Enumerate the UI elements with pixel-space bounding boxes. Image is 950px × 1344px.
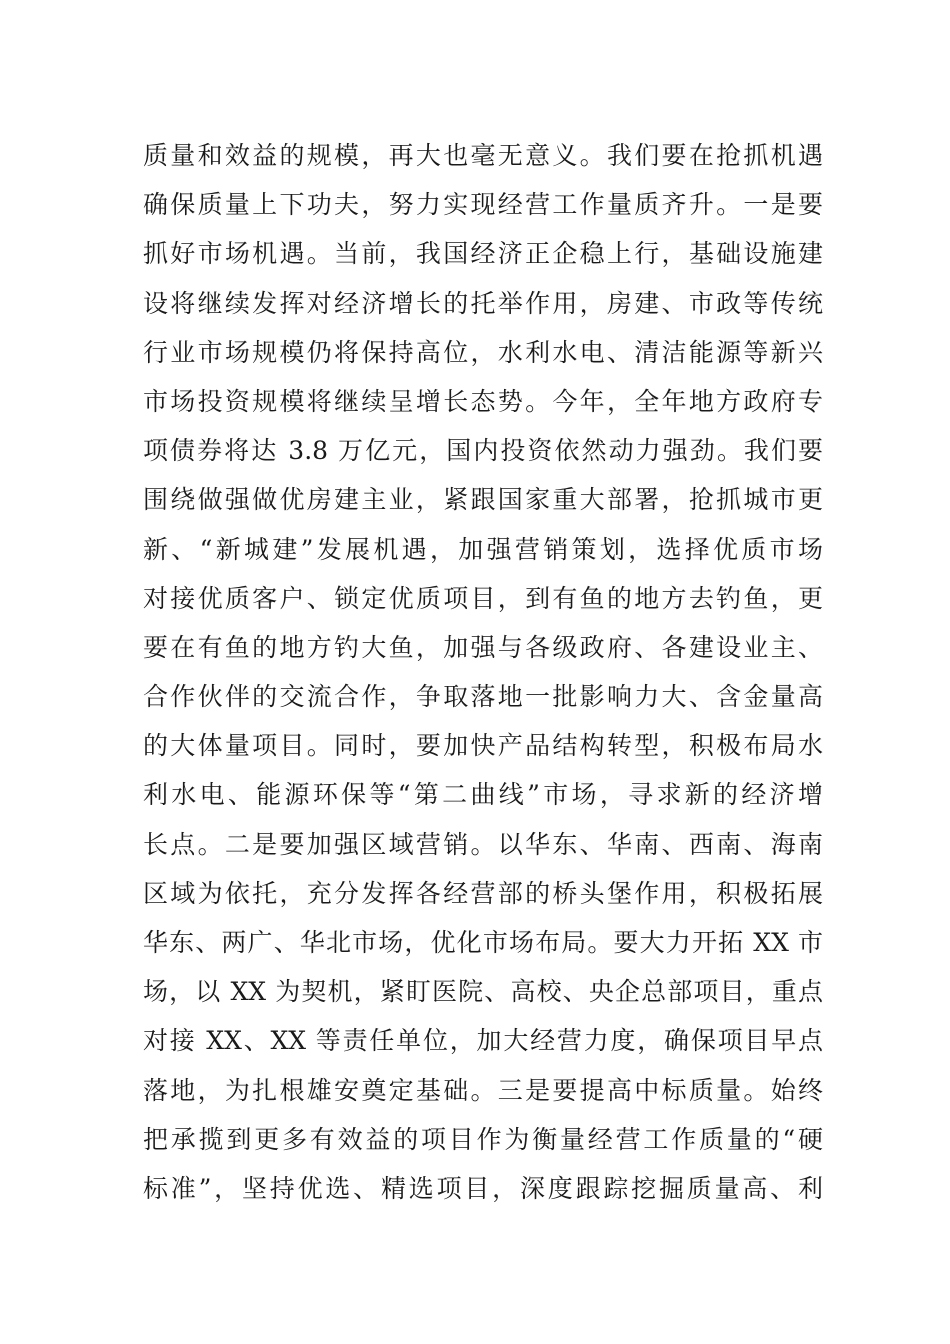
text-line: 确保质量上下功夫，努力实现经营工作量质齐升。一是要 xyxy=(143,190,823,220)
text-line: 长点。二是要加强区域营销。以华东、华南、西南、海南 xyxy=(143,829,823,859)
text-line: 场，以 XX 为契机，紧盯医院、高校、央企总部项目，重点 xyxy=(143,977,823,1007)
text-line: 市场投资规模将继续呈增长态势。今年，全年地方政府专 xyxy=(143,386,823,416)
text-line: 落地，为扎根雄安奠定基础。三是要提高中标质量。始终 xyxy=(143,1075,823,1105)
text-line: 新、“新城建”发展机遇，加强营销策划，选择优质市场 xyxy=(143,534,823,564)
text-line: 标准”，坚持优选、精选项目，深度跟踪挖掘质量高、利 xyxy=(143,1173,823,1203)
text-line: 围绕做强做优房建主业，紧跟国家重大部署，抢抓城市更 xyxy=(143,485,823,515)
text-line: 项债券将达 3.8 万亿元，国内投资依然动力强劲。我们要 xyxy=(143,436,823,466)
text-line: 要在有鱼的地方钓大鱼，加强与各级政府、各建设业主、 xyxy=(143,632,823,662)
text-line: 对接优质客户、锁定优质项目，到有鱼的地方去钓鱼，更 xyxy=(143,583,823,613)
text-line: 合作伙伴的交流合作，争取落地一批影响力大、含金量高 xyxy=(143,682,823,712)
text-line: 利水电、能源环保等“第二曲线”市场，寻求新的经济增 xyxy=(143,780,823,810)
text-line: 行业市场规模仍将保持高位，水利水电、清洁能源等新兴 xyxy=(143,337,823,367)
text-line: 区域为依托，充分发挥各经营部的桥头堡作用，积极拓展 xyxy=(143,878,823,908)
text-line: 抓好市场机遇。当前，我国经济正企稳上行，基础设施建 xyxy=(143,239,823,269)
text-line: 的大体量项目。同时，要加快产品结构转型，积极布局水 xyxy=(143,731,823,761)
text-line: 质量和效益的规模，再大也毫无意义。我们要在抢抓机遇 xyxy=(143,141,823,170)
text-line: 对接 XX、XX 等责任单位，加大经营力度，确保项目早点 xyxy=(143,1026,823,1056)
text-line: 华东、两广、华北市场，优化市场布局。要大力开拓 XX 市 xyxy=(143,928,823,957)
body-paragraph xyxy=(143,131,823,1213)
text-line: 设将继续发挥对经济增长的托举作用，房建、市政等传统 xyxy=(143,288,823,318)
text-line: 把承揽到更多有效益的项目作为衡量经营工作质量的“硬 xyxy=(143,1124,823,1154)
